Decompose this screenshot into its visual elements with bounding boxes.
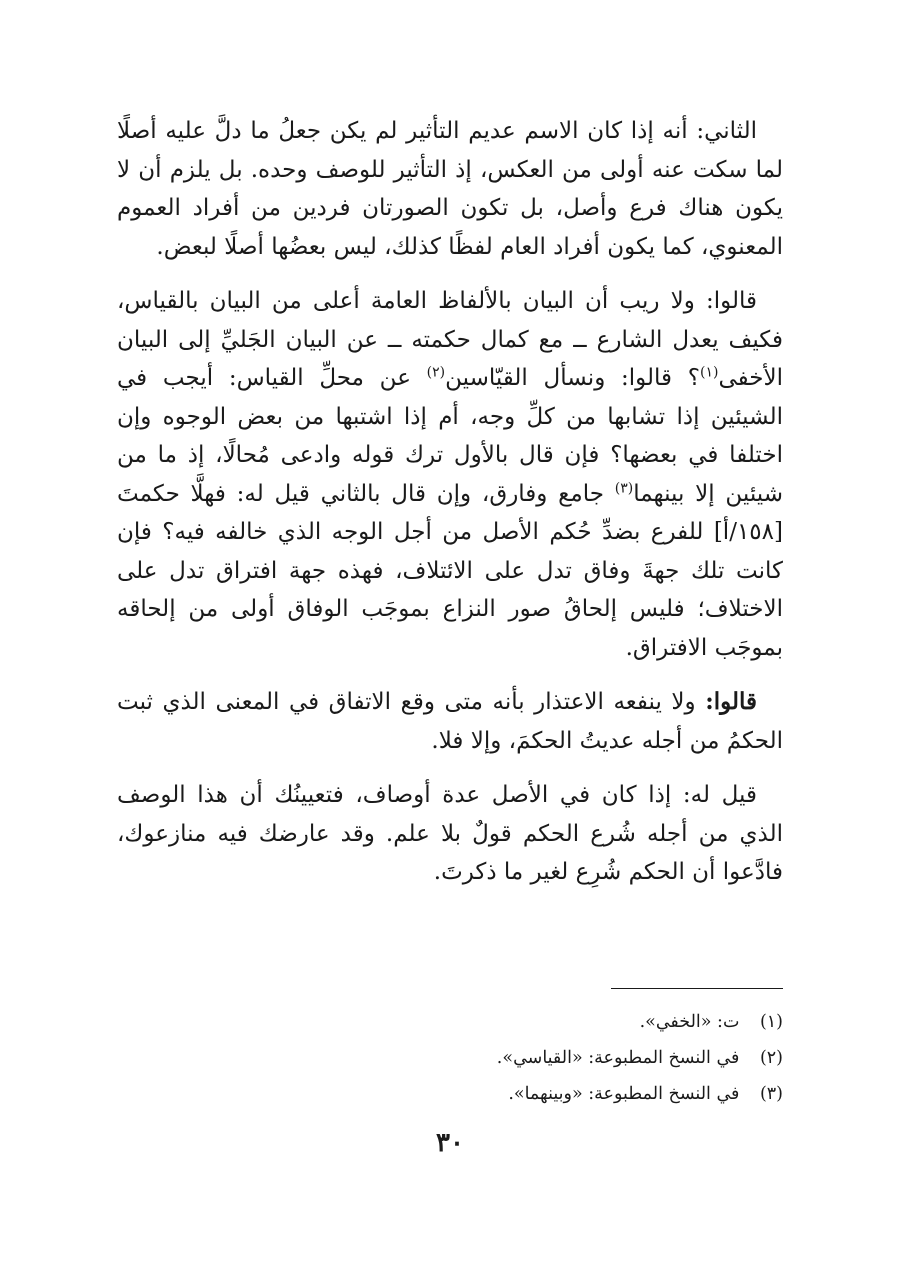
paragraph-2-text-c: عن محلِّ القياس: أيجب في الشيئين إذا تشابها من كلِّ وجه، أم إذا اشتبها من بعض الوجوه وإن اختلفا في بعضها؟ فإن قال بالأول ترك قوله وادعى مُحالًا، إذ ما من شيئين إلا بينهما bbox=[117, 365, 784, 507]
footnote-1-text: ت: «الخفي». bbox=[639, 1012, 740, 1032]
footnote-1-number: (١) bbox=[759, 1012, 783, 1032]
footnote-3-text: في النسخ المطبوعة: «وبينهما». bbox=[508, 1084, 740, 1104]
page-body bbox=[117, 112, 783, 908]
paragraph-3-lead: قالوا: bbox=[705, 688, 757, 715]
paragraph-3-text: ولا ينفعه الاعتذار بأنه متى وقع الاتفاق في المعنى الذي ثبت الحكمُ من أجله عديتُ الحكمَ، وإلا فلا. bbox=[117, 689, 783, 754]
footnote-2 bbox=[117, 1040, 783, 1076]
footnote-ref-1[interactable]: (١) bbox=[700, 364, 719, 381]
paragraph-1-text: الثاني: أنه إذا كان الاسم عديم التأثير لم يكن جعلُ ما دلَّ عليه أصلًا لما سكت عنه أولى من العكس، إذ التأثير للوصف وحده. بل يلزم أن لا يكون هناك فرع وأصل، بل تكون الصورتان فردين من أفراد العموم المعنوي، كما يكون أفراد العام لفظًا كذلك، ليس بعضُها أصلًا لبعض. bbox=[117, 118, 783, 260]
footnote-3 bbox=[117, 1076, 783, 1112]
footnote-ref-2[interactable]: (٢) bbox=[426, 364, 446, 381]
footnote-2-number: (٢) bbox=[759, 1048, 783, 1068]
footnote-ref-3[interactable]: (٣) bbox=[614, 479, 634, 496]
paragraph-1 bbox=[117, 112, 783, 266]
footnotes bbox=[117, 1004, 783, 1112]
paragraph-2-text-b: ؟ قالوا: ونسأل القيّاسين bbox=[445, 365, 700, 391]
footnote-3-number: (٣) bbox=[759, 1084, 783, 1104]
paragraph-4 bbox=[117, 776, 783, 892]
page-number: ٣٠ bbox=[436, 1128, 464, 1158]
paragraph-2-text-a: قالوا: ولا ريب أن البيان بالألفاظ العامة أعلى من البيان بالقياس، فكيف يعدل الشارع ــ مع كمال حكمته ــ عن البيان الجَليِّ إلى البيان الأخفى bbox=[117, 288, 783, 391]
paragraph-4-text: قيل له: إذا كان في الأصل عدة أوصاف، فتعيينُك أن هذا الوصف الذي من أجله شُرع الحكم قولٌ بلا علم. وقد عارضك فيه منازعوك، فادَّعوا أن الحكم شُرِع لغير ما ذكرتَ. bbox=[117, 782, 783, 885]
footnote-separator bbox=[611, 988, 783, 989]
footnote-1 bbox=[117, 1004, 783, 1040]
paragraph-2 bbox=[117, 282, 783, 667]
paragraph-2-text-d: جامع وفارق، وإن قال بالثاني قيل له: فهلَّا حكمتَ [١٥٨/أ] للفرع بضدِّ حُكم الأصل من أجل الوجه الذي خالفه فيه؟ فإن كانت تلك جهةَ وفاق تدل على الائتلاف، فهذه جهة افتراق تدل على الاختلاف؛ فليس إلحاقُ صور النزاع بموجَب الوفاق أولى من إلحاقه بموجَب الافتراق. bbox=[117, 480, 783, 661]
footnote-2-text: في النسخ المطبوعة: «القياسي». bbox=[496, 1048, 740, 1068]
paragraph-3 bbox=[117, 683, 783, 760]
